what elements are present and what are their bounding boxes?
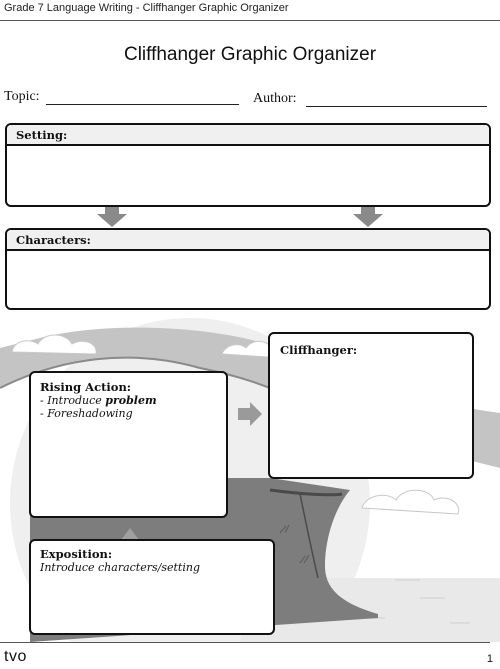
- page-number: 1: [486, 653, 493, 665]
- rising-action-prompt-foreshadowing: - Foreshadowing: [40, 407, 133, 420]
- exposition-prompt: Introduce characters/setting: [40, 561, 200, 574]
- exposition-box[interactable]: [29, 539, 275, 635]
- tvo-logo: tvo: [4, 648, 27, 665]
- down-arrow-icon: [95, 204, 129, 228]
- topic-label: Topic:: [4, 89, 40, 104]
- down-arrow-icon: [351, 204, 385, 228]
- setting-box[interactable]: [5, 123, 491, 207]
- rising-action-label: Rising Action:: [40, 380, 132, 394]
- document-header: Grade 7 Language Writing - Cliffhanger Graphic Organizer: [4, 2, 289, 14]
- characters-label: Characters:: [7, 230, 489, 251]
- exposition-label: Exposition:: [40, 547, 113, 561]
- rising-action-prompt-problem: [40, 394, 226, 407]
- topic-field[interactable]: [46, 104, 239, 105]
- setting-label: Setting:: [7, 125, 489, 146]
- prompt-emphasis: problem: [105, 394, 157, 407]
- cliffhanger-box[interactable]: [268, 332, 474, 479]
- page-title: Cliffhanger Graphic Organizer: [123, 44, 377, 65]
- author-field[interactable]: [306, 106, 487, 107]
- footer-divider: [0, 642, 490, 643]
- header-divider: [0, 20, 500, 21]
- cliffhanger-label: Cliffhanger:: [280, 343, 358, 357]
- author-label: Author:: [253, 91, 297, 106]
- prompt-prefix: - Introduce: [40, 394, 106, 407]
- rising-action-box[interactable]: [29, 371, 228, 518]
- characters-box[interactable]: [5, 228, 491, 310]
